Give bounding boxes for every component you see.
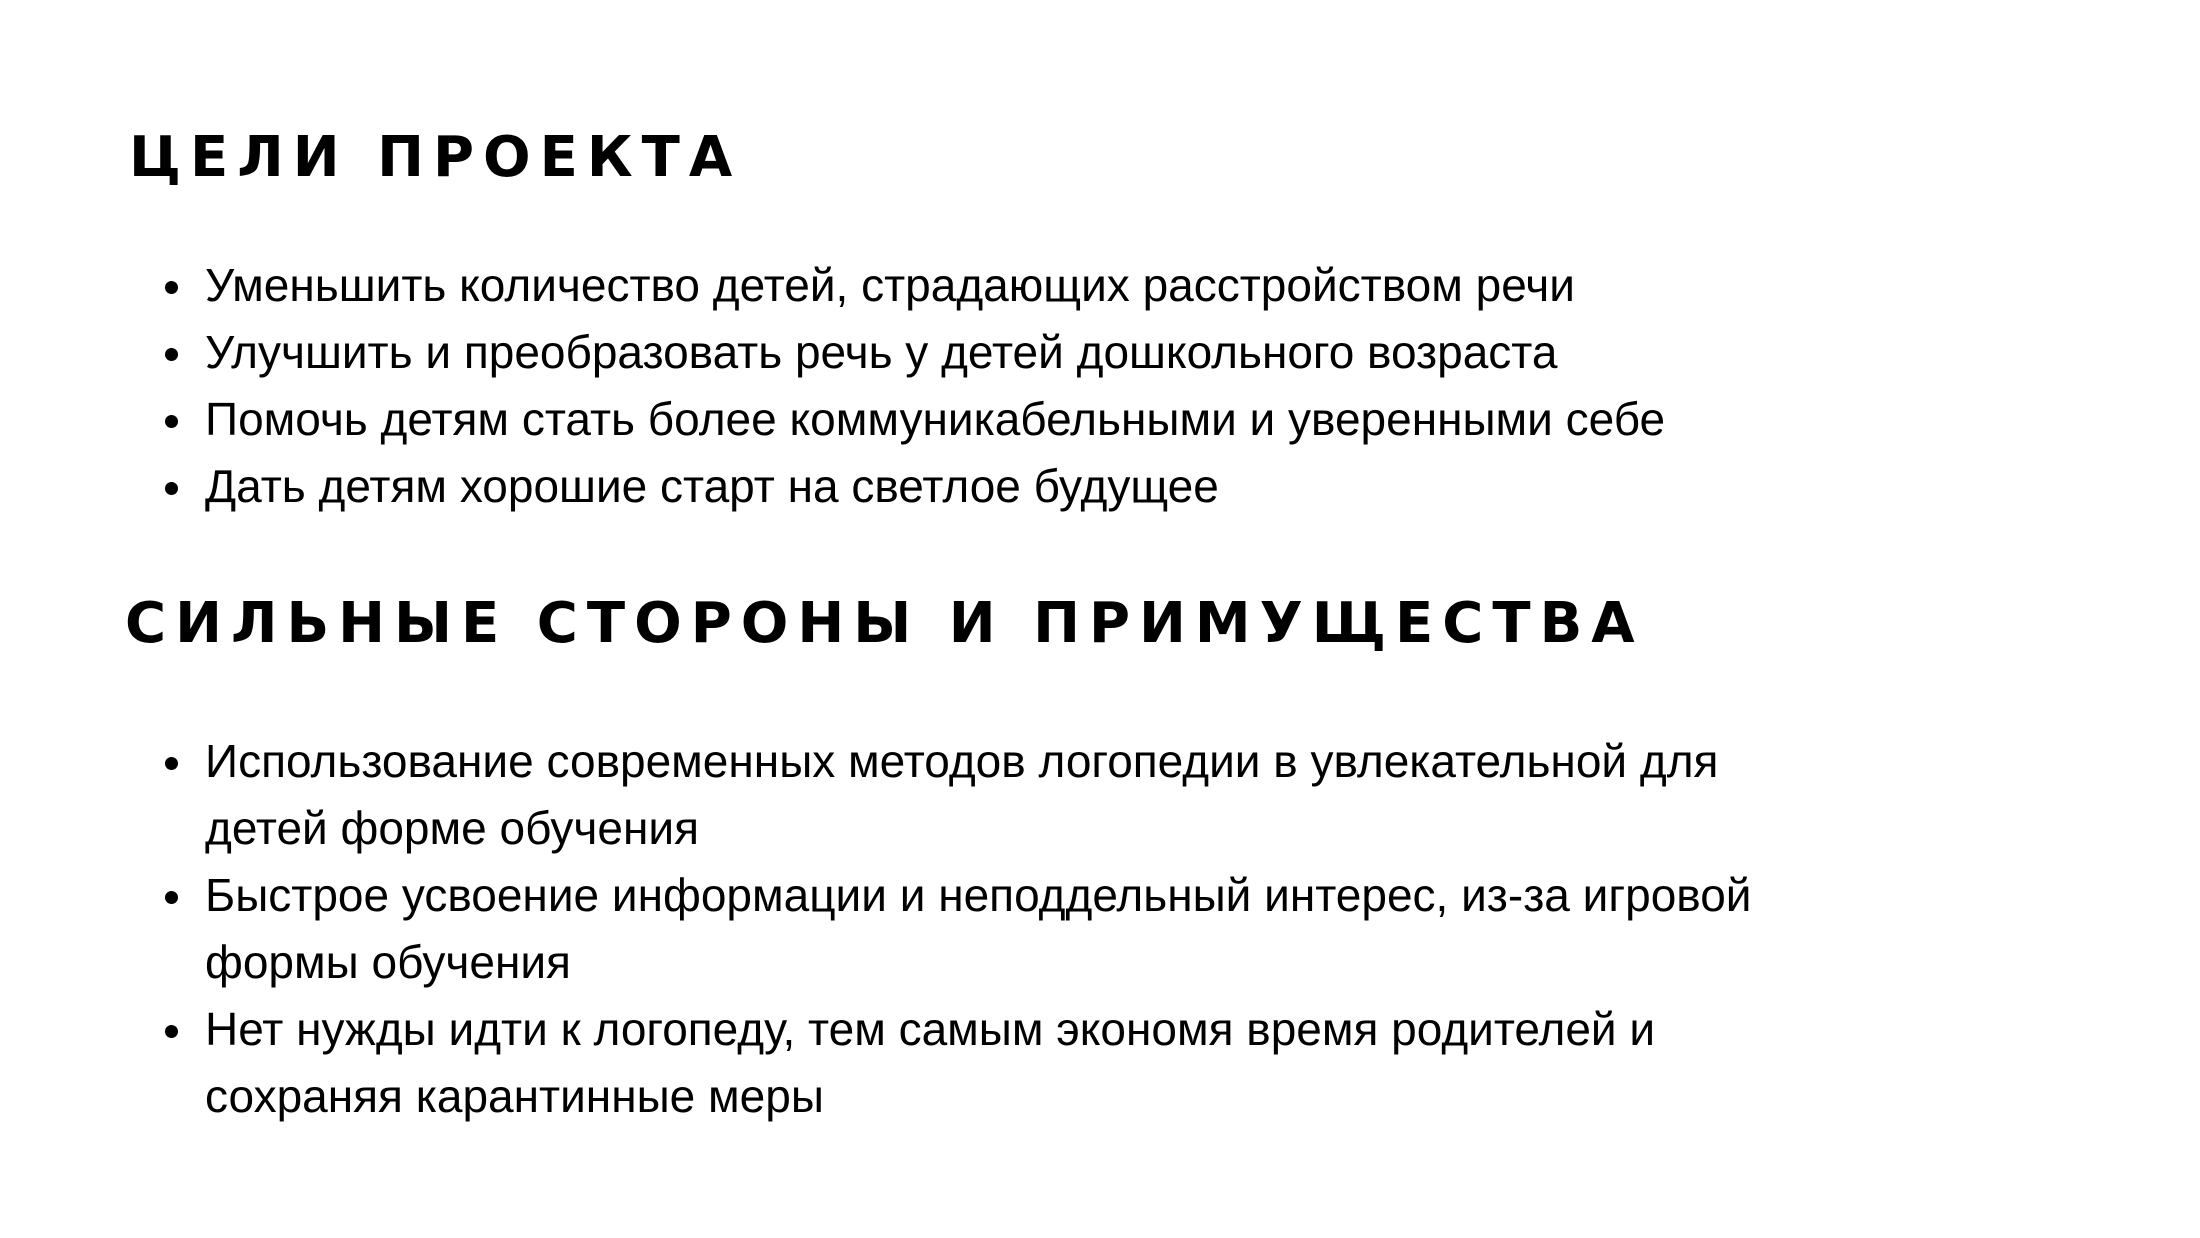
goals-heading: ЦЕЛИ ПРОЕКТА (129, 125, 742, 190)
list-item-text: Помочь детям стать более коммуникабельными и уверенными себе (205, 393, 1666, 445)
list-item (165, 386, 1965, 453)
strengths-list (165, 728, 1965, 1130)
bullet-icon (165, 348, 178, 361)
list-item-text: Уменьшить количество детей, страдающих расстройством речи (205, 259, 1575, 311)
list-item (165, 862, 2005, 996)
list-item-text: Дать детям хорошие старт на светлое будущее (205, 460, 1219, 512)
list-item-text-line: Нет нужды идти к логопеду, тем самым экономя время родителей и (205, 1003, 1656, 1055)
list-item-text-line: сохраняя карантинные меры (205, 1070, 824, 1122)
list-item-text-line: Быстрое усвоение информации и неподдельный интерес, из-за игровой (205, 869, 1752, 921)
list-item-text: Улучшить и преобразовать речь у детей дошкольного возраста (205, 326, 1558, 378)
bullet-icon (165, 281, 178, 294)
bullet-icon (165, 482, 178, 495)
list-item (165, 453, 1965, 520)
list-item (165, 728, 2005, 862)
bullet-icon (165, 891, 178, 904)
bullet-icon (165, 415, 178, 428)
goals-list (165, 252, 1965, 520)
list-item-text-line: формы обучения (205, 936, 571, 988)
bullet-icon (165, 1025, 178, 1038)
list-item (165, 252, 1965, 319)
strengths-heading: СИЛЬНЫЕ СТОРОНЫ И ПРИМУЩЕСТВА (125, 591, 1644, 656)
bullet-icon (165, 757, 178, 770)
list-item (165, 319, 1965, 386)
list-item-text-line: Использование современных методов логопедии в увлекательной для (205, 735, 1719, 787)
list-item (165, 996, 2005, 1130)
list-item-text-line: детей форме обучения (205, 802, 699, 854)
